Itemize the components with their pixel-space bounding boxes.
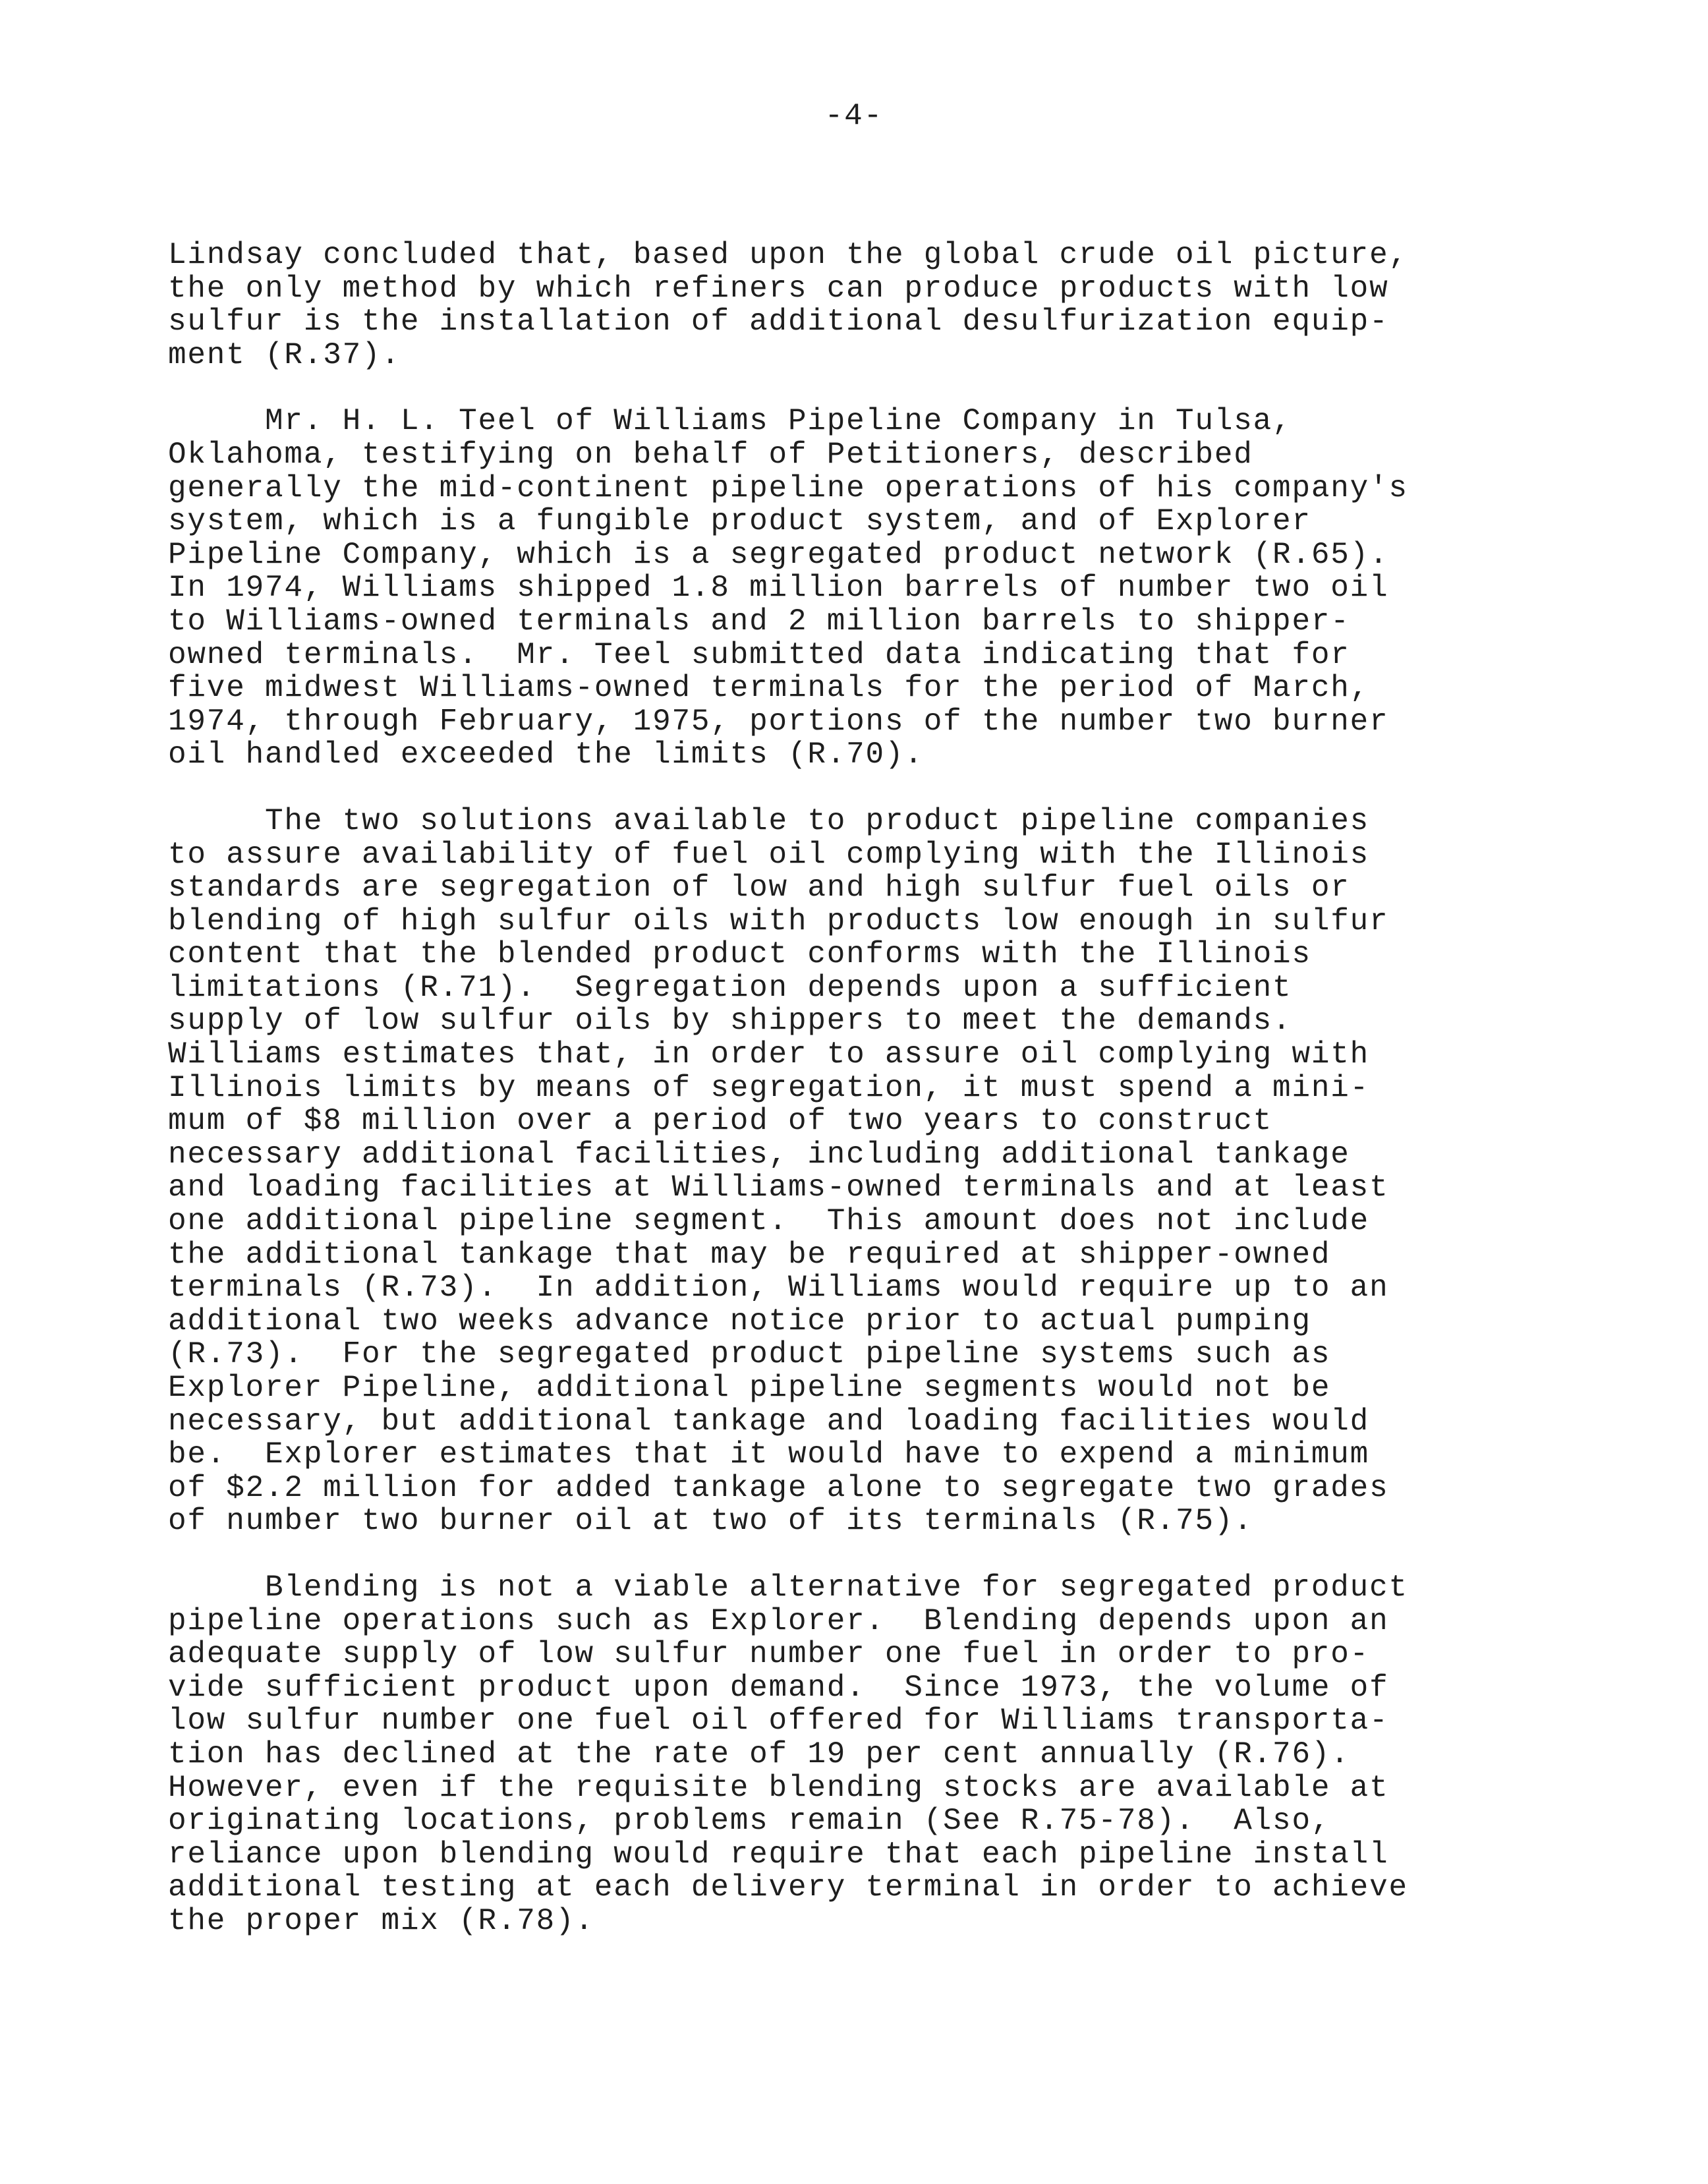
text-line: The two solutions available to product pipeline companies [168, 803, 1370, 838]
text-line: tion has declined at the rate of 19 per cent annually (R.76). [168, 1737, 1350, 1771]
text-line: adequate supply of low sulfur number one fuel in order to pro- [168, 1637, 1370, 1672]
text-line: vide sufficient product upon demand. Since 1973, the volume of [168, 1670, 1389, 1705]
text-line: Oklahoma, testifying on behalf of Petitioners, described [168, 437, 1253, 472]
text-line: pipeline operations such as Explorer. Blending depends upon an [168, 1603, 1389, 1638]
paragraph-lindsay-conclusion [168, 239, 1644, 372]
paragraph-two-solutions [168, 805, 1644, 1538]
text-line: content that the blended product conforms with the Illinois [168, 937, 1311, 972]
paragraph-blending [168, 1571, 1644, 1938]
text-line: sulfur is the installation of additional desulfurization equip- [168, 304, 1389, 339]
text-line: and loading facilities at Williams-owned terminals and at least [168, 1170, 1389, 1205]
text-line: be. Explorer estimates that it would have to expend a minimum [168, 1437, 1370, 1472]
text-line: Lindsay concluded that, based upon the global crude oil picture, [168, 238, 1408, 272]
document-body [168, 239, 1644, 1971]
text-line: system, which is a fungible product system, and of Explorer [168, 504, 1311, 539]
paragraph-teel-testimony [168, 405, 1644, 772]
text-line: supply of low sulfur oils by shippers to meet the demands. [168, 1004, 1292, 1039]
text-line: originating locations, problems remain (See R.75-78). Also, [168, 1804, 1331, 1839]
text-line: low sulfur number one fuel oil offered for Williams transporta- [168, 1704, 1389, 1739]
text-line: mum of $8 million over a period of two years to construct [168, 1104, 1273, 1139]
text-line: terminals (R.73). In addition, Williams would require up to an [168, 1271, 1389, 1306]
text-line: standards are segregation of low and high sulfur fuel oils or [168, 871, 1350, 905]
text-line: Illinois limits by means of segregation, it must spend a mini- [168, 1070, 1370, 1105]
text-line: limitations (R.71). Segregation depends upon a sufficient [168, 970, 1292, 1005]
text-line: Mr. H. L. Teel of Williams Pipeline Company in Tulsa, [168, 404, 1292, 439]
text-line: one additional pipeline segment. This amount does not include [168, 1204, 1370, 1239]
text-line: 1974, through February, 1975, portions of the number two burner [168, 704, 1389, 739]
text-line: In 1974, Williams shipped 1.8 million barrels of number two oil [168, 571, 1389, 606]
text-line: the proper mix (R.78). [168, 1903, 594, 1938]
text-line: ment (R.37). [168, 337, 401, 372]
text-line: generally the mid-continent pipeline operations of his company's [168, 471, 1408, 505]
text-line: additional two weeks advance notice prior to actual pumping [168, 1304, 1311, 1338]
text-line: reliance upon blending would require that each pipeline install [168, 1837, 1389, 1872]
text-line: to assure availability of fuel oil complying with the Illinois [168, 837, 1370, 872]
text-line: of $2.2 million for added tankage alone to segregate two grades [168, 1470, 1389, 1505]
text-line: additional testing at each delivery terminal in order to achieve [168, 1870, 1408, 1905]
text-line: necessary additional facilities, including additional tankage [168, 1137, 1350, 1172]
text-line: owned terminals. Mr. Teel submitted data indicating that for [168, 637, 1350, 672]
text-line: Williams estimates that, in order to assure oil complying with [168, 1037, 1370, 1072]
text-line: the additional tankage that may be required at shipper-owned [168, 1237, 1331, 1272]
text-line: blending of high sulfur oils with products low enough in sulfur [168, 904, 1389, 938]
text-line: to Williams-owned terminals and 2 million barrels to shipper- [168, 604, 1350, 639]
text-line: oil handled exceeded the limits (R.70). [168, 737, 924, 772]
text-line: five midwest Williams-owned terminals for the period of March, [168, 671, 1370, 706]
text-line: of number two burner oil at two of its terminals (R.75). [168, 1504, 1253, 1539]
page-number: -4- [824, 99, 884, 133]
text-line: (R.73). For the segregated product pipeline systems such as [168, 1337, 1331, 1372]
text-line: Explorer Pipeline, additional pipeline segments would not be [168, 1371, 1331, 1405]
text-line: the only method by which refiners can produce products with low [168, 271, 1389, 306]
text-line: However, even if the requisite blending stocks are available at [168, 1770, 1389, 1805]
text-line: Pipeline Company, which is a segregated product network (R.65). [168, 537, 1389, 572]
text-line: Blending is not a viable alternative for segregated product [168, 1570, 1408, 1605]
text-line: necessary, but additional tankage and loading facilities would [168, 1404, 1370, 1439]
